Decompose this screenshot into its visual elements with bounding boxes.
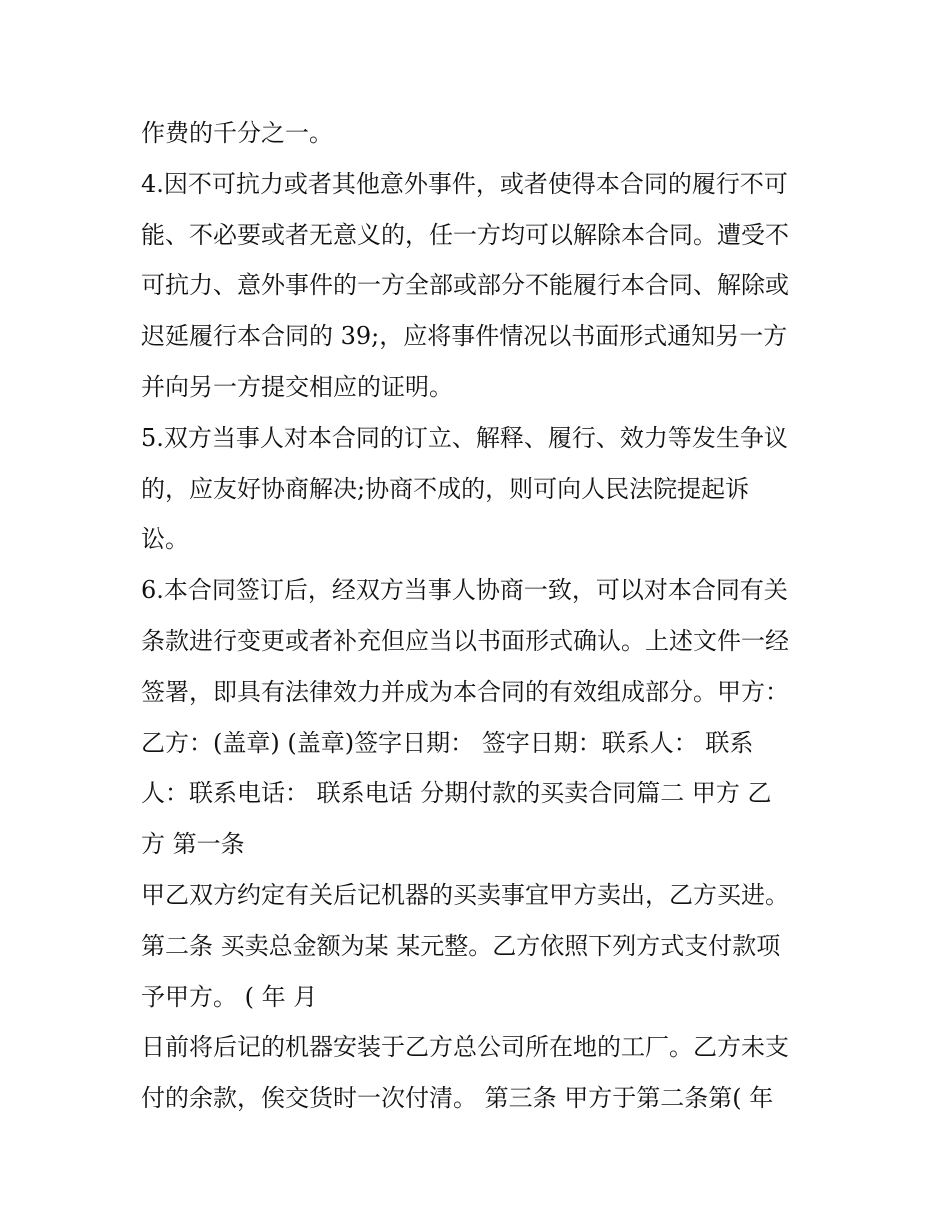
document-body [141,108,831,1124]
text-line-6: 并向另一方提交相应的证明。 [141,372,453,401]
text-line-3: 能、不必要或者无意义的，任一方均可以解除本合同。遭受不 [141,220,789,249]
text-line-15: 方 第一条 [141,830,245,859]
text-line-5: 迟延履行本合同的 39;，应将事件情况以书面形式通知另一方 [141,322,788,351]
text-line-7: 5.双方当事人对本合同的订立、解释、履行、效力等发生争议 [141,423,788,452]
text-line-8: 的，应友好协商解决;协商不成的，则可向人民法院提起诉 [141,474,750,503]
text-line-9: 讼。 [141,525,189,554]
text-line-20: 付的余款，俟交货时一次付清。 第三条 甲方于第二条第( 年 [141,1084,774,1113]
text-line-4: 可抗力、意外事件的一方全部或部分不能履行本合同、解除或 [141,271,789,300]
text-line-17: 第二条 买卖总金额为某 某元整。乙方依照下列方式支付款项 [141,931,781,960]
text-line-18: 予甲方。 ( 年 月 [141,982,318,1011]
text-line-2: 4.因不可抗力或者其他意外事件，或者使得本合同的履行不可 [141,169,788,198]
text-line-16: 甲乙双方约定有关后记机器的买卖事宜甲方卖出，乙方买进。 [141,880,789,909]
text-line-13: 乙方：(盖章) (盖章)签字日期： 签字日期：联系人： 联系 [141,728,754,757]
text-line-12: 签署，即具有法律效力并成为本合同的有效组成部分。甲方： [141,677,789,706]
text-line-19: 日前将后记的机器安装于乙方总公司所在地的工厂。乙方未支 [141,1033,789,1062]
text-line-10: 6.本合同签订后，经双方当事人协商一致，可以对本合同有关 [141,576,788,605]
text-line-14: 人：联系电话： 联系电话 分期付款的买卖合同篇二 甲方 乙 [141,779,772,808]
text-line-1: 作费的千分之一。 [141,119,333,147]
text-line-11: 条款进行变更或者补充但应当以书面形式确认。上述文件一经 [141,626,789,655]
